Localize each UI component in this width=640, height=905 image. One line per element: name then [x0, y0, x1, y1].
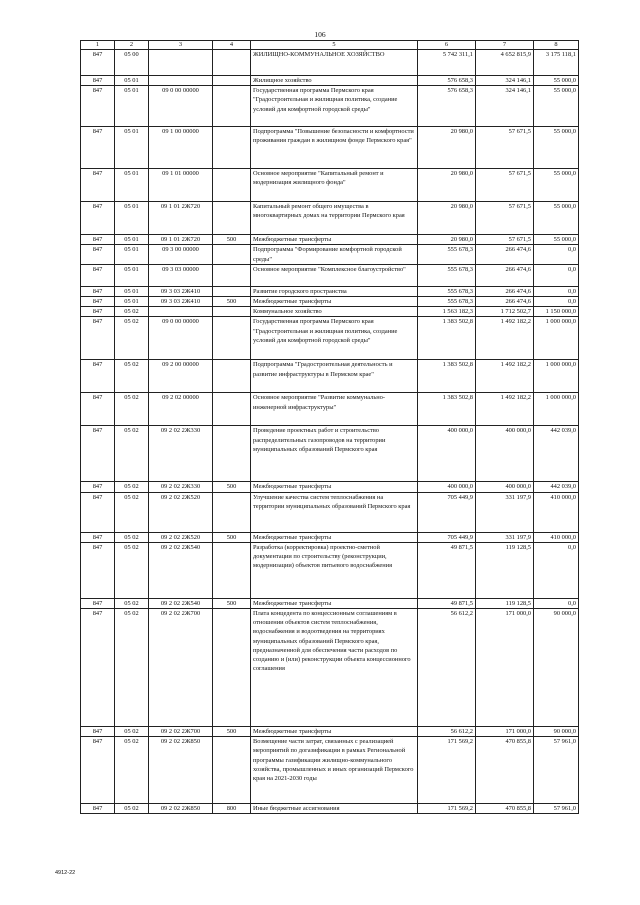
sum-2024-cell: 57 961,0	[534, 737, 579, 804]
sum-2022-cell: 56 612,2	[418, 727, 476, 737]
table-row	[81, 286, 579, 296]
type-cell	[213, 393, 251, 426]
section-cell: 05 02	[115, 737, 149, 804]
code-cell: 847	[81, 482, 115, 492]
target-cell: 09 1 01 2Ж720	[149, 202, 213, 235]
sum-2022-cell: 400 000,0	[418, 426, 476, 482]
column-header: 2	[115, 41, 149, 50]
sum-2022-cell: 555 678,3	[418, 264, 476, 286]
sum-2024-cell: 55 000,0	[534, 86, 579, 127]
code-cell: 847	[81, 286, 115, 296]
section-cell: 05 01	[115, 235, 149, 245]
section-cell: 05 02	[115, 360, 149, 393]
name-cell: Разработка (корректировка) проектно-сметной документации по строительству (реконструкции, модернизации) объектов питьевого водоснабжения	[251, 542, 418, 598]
sum-2024-cell: 0,0	[534, 297, 579, 307]
sum-2022-cell: 5 742 311,1	[418, 50, 476, 76]
name-cell: Подпрограмма "Повышение безопасности и комфортности проживания граждан в жилищном фонде Пермского края"	[251, 127, 418, 169]
name-cell: Капитальный ремонт общего имущества в многоквартирных домах на территории Пермского края	[251, 202, 418, 235]
table-row	[81, 202, 579, 235]
type-cell: 500	[213, 297, 251, 307]
page-number: 106	[314, 30, 326, 39]
code-cell: 847	[81, 202, 115, 235]
type-cell	[213, 86, 251, 127]
table-row	[81, 492, 579, 532]
type-cell	[213, 317, 251, 360]
section-cell: 05 01	[115, 169, 149, 202]
type-cell	[213, 169, 251, 202]
section-cell: 05 01	[115, 264, 149, 286]
sum-2022-cell: 576 658,3	[418, 76, 476, 86]
document-code: 4912-22	[55, 870, 76, 876]
table-row	[81, 532, 579, 542]
target-cell: 09 2 02 2Ж850	[149, 737, 213, 804]
section-cell: 05 02	[115, 609, 149, 727]
sum-2022-cell: 1 563 182,3	[418, 307, 476, 317]
target-cell: 09 1 00 00000	[149, 127, 213, 169]
target-cell	[149, 307, 213, 317]
code-cell: 847	[81, 727, 115, 737]
sum-2023-cell: 470 855,8	[476, 804, 534, 814]
type-cell: 500	[213, 235, 251, 245]
table-row	[81, 127, 579, 169]
target-cell: 09 2 02 2Ж700	[149, 609, 213, 727]
type-cell	[213, 286, 251, 296]
sum-2024-cell: 90 000,0	[534, 609, 579, 727]
name-cell: Возмещение части затрат, связанных с реализацией мероприятий по догазификации в рамках Региональной программы газификации жилищно-коммунального хозяйства, промышленных и иных организаций Пермского края на 2021-2030 годы	[251, 737, 418, 804]
sum-2023-cell: 400 000,0	[476, 426, 534, 482]
name-cell: Государственная программа Пермского края "Градостроительная и жилищная политика, создание условий для комфортной городской среды"	[251, 317, 418, 360]
table-row	[81, 307, 579, 317]
sum-2024-cell: 1 000 000,0	[534, 393, 579, 426]
sum-2024-cell: 1 000 000,0	[534, 317, 579, 360]
sum-2023-cell: 266 474,6	[476, 286, 534, 296]
column-header: 5	[251, 41, 418, 50]
type-cell	[213, 76, 251, 86]
section-cell: 05 01	[115, 86, 149, 127]
type-cell: 500	[213, 727, 251, 737]
target-cell: 09 2 00 00000	[149, 360, 213, 393]
code-cell: 847	[81, 542, 115, 598]
target-cell: 09 3 03 2Ж410	[149, 286, 213, 296]
target-cell: 09 2 02 2Ж540	[149, 598, 213, 608]
section-cell: 05 02	[115, 727, 149, 737]
sum-2022-cell: 171 569,2	[418, 737, 476, 804]
sum-2022-cell: 705 449,9	[418, 532, 476, 542]
sum-2023-cell: 324 146,1	[476, 86, 534, 127]
table-row	[81, 609, 579, 727]
sum-2023-cell: 470 855,8	[476, 737, 534, 804]
type-cell	[213, 50, 251, 76]
sum-2023-cell: 400 000,0	[476, 482, 534, 492]
name-cell: Государственная программа Пермского края "Градостроительная и жилищная политика, создание условий для комфортной городской среды"	[251, 86, 418, 127]
table-row	[81, 76, 579, 86]
table-row	[81, 50, 579, 76]
sum-2023-cell: 331 197,9	[476, 532, 534, 542]
table-row	[81, 264, 579, 286]
table-header-row	[81, 41, 579, 50]
type-cell	[213, 127, 251, 169]
sum-2022-cell: 1 383 502,8	[418, 360, 476, 393]
section-cell: 05 02	[115, 804, 149, 814]
section-cell: 05 02	[115, 317, 149, 360]
type-cell	[213, 245, 251, 264]
target-cell: 09 2 02 2Ж330	[149, 426, 213, 482]
sum-2023-cell: 1 492 182,2	[476, 393, 534, 426]
sum-2024-cell: 410 000,0	[534, 532, 579, 542]
code-cell: 847	[81, 426, 115, 482]
name-cell: Коммунальное хозяйство	[251, 307, 418, 317]
target-cell: 09 3 03 00000	[149, 264, 213, 286]
code-cell: 847	[81, 393, 115, 426]
sum-2022-cell: 49 871,5	[418, 542, 476, 598]
sum-2024-cell: 0,0	[534, 245, 579, 264]
target-cell: 09 3 00 00000	[149, 245, 213, 264]
name-cell: Плата концедента по концессионным соглашениям в отношении объектов систем теплоснабжения, водоснабжения и водоотведения на территориях муниципальных образований Пермского края, предназначенной для обеспечения части расходов по созданию и (или) реконструкции объекта концессионного соглашения	[251, 609, 418, 727]
target-cell: 09 2 02 2Ж850	[149, 804, 213, 814]
sum-2022-cell: 1 383 502,8	[418, 393, 476, 426]
section-cell: 05 02	[115, 532, 149, 542]
table-row	[81, 297, 579, 307]
sum-2022-cell: 20 980,0	[418, 202, 476, 235]
name-cell: Основное мероприятие "Капитальный ремонт и модернизация жилищного фонда"	[251, 169, 418, 202]
type-cell: 500	[213, 482, 251, 492]
table-row	[81, 235, 579, 245]
sum-2023-cell: 1 492 182,2	[476, 360, 534, 393]
name-cell: Основное мероприятие "Развитие коммунально-инженерной инфраструктуры"	[251, 393, 418, 426]
type-cell	[213, 202, 251, 235]
sum-2023-cell: 266 474,6	[476, 297, 534, 307]
type-cell	[213, 609, 251, 727]
table-row	[81, 169, 579, 202]
sum-2022-cell: 171 569,2	[418, 804, 476, 814]
code-cell: 847	[81, 492, 115, 532]
code-cell: 847	[81, 297, 115, 307]
budget-table	[80, 40, 579, 814]
sum-2024-cell: 55 000,0	[534, 76, 579, 86]
section-cell: 05 02	[115, 307, 149, 317]
code-cell: 847	[81, 245, 115, 264]
type-cell	[213, 307, 251, 317]
table-row	[81, 542, 579, 598]
code-cell: 847	[81, 50, 115, 76]
type-cell: 500	[213, 598, 251, 608]
table-row	[81, 804, 579, 814]
name-cell: ЖИЛИЩНО-КОММУНАЛЬНОЕ ХОЗЯЙСТВО	[251, 50, 418, 76]
target-cell: 09 2 02 2Ж540	[149, 542, 213, 598]
sum-2022-cell: 400 000,0	[418, 482, 476, 492]
code-cell: 847	[81, 86, 115, 127]
sum-2024-cell: 1 000 000,0	[534, 360, 579, 393]
sum-2024-cell: 410 000,0	[534, 492, 579, 532]
type-cell: 500	[213, 532, 251, 542]
sum-2023-cell: 171 000,0	[476, 609, 534, 727]
name-cell: Основное мероприятие "Комплексное благоустройство"	[251, 264, 418, 286]
column-header: 3	[149, 41, 213, 50]
sum-2024-cell: 0,0	[534, 286, 579, 296]
section-cell: 05 02	[115, 482, 149, 492]
section-cell: 05 02	[115, 542, 149, 598]
code-cell: 847	[81, 532, 115, 542]
section-cell: 05 01	[115, 127, 149, 169]
column-header: 8	[534, 41, 579, 50]
name-cell: Иные бюджетные ассигнования	[251, 804, 418, 814]
type-cell	[213, 264, 251, 286]
sum-2023-cell: 266 474,6	[476, 264, 534, 286]
section-cell: 05 01	[115, 202, 149, 235]
sum-2024-cell: 3 175 118,1	[534, 50, 579, 76]
table-row	[81, 393, 579, 426]
sum-2022-cell: 20 980,0	[418, 127, 476, 169]
sum-2024-cell: 55 000,0	[534, 202, 579, 235]
target-cell	[149, 50, 213, 76]
section-cell: 05 02	[115, 426, 149, 482]
code-cell: 847	[81, 169, 115, 202]
target-cell: 09 2 02 2Ж520	[149, 532, 213, 542]
name-cell: Проведение проектных работ и строительство распределительных газопроводов на территории муниципальных образований Пермского края	[251, 426, 418, 482]
sum-2023-cell: 119 128,5	[476, 598, 534, 608]
target-cell: 09 0 00 00000	[149, 317, 213, 360]
sum-2023-cell: 57 671,5	[476, 202, 534, 235]
target-cell	[149, 76, 213, 86]
target-cell: 09 0 00 00000	[149, 86, 213, 127]
sum-2024-cell: 55 000,0	[534, 127, 579, 169]
sum-2022-cell: 555 678,3	[418, 297, 476, 307]
code-cell: 847	[81, 360, 115, 393]
sum-2023-cell: 119 128,5	[476, 542, 534, 598]
section-cell: 05 01	[115, 76, 149, 86]
sum-2024-cell: 1 150 000,0	[534, 307, 579, 317]
code-cell: 847	[81, 307, 115, 317]
target-cell: 09 1 01 00000	[149, 169, 213, 202]
section-cell: 05 01	[115, 245, 149, 264]
type-cell	[213, 360, 251, 393]
section-cell: 05 02	[115, 393, 149, 426]
sum-2023-cell: 1 712 502,7	[476, 307, 534, 317]
table-row	[81, 317, 579, 360]
name-cell: Улучшение качества систем теплоснабжения на территории муниципальных образований Пермского края	[251, 492, 418, 532]
name-cell: Жилищное хозяйство	[251, 76, 418, 86]
type-cell	[213, 426, 251, 482]
target-cell: 09 2 02 2Ж520	[149, 492, 213, 532]
code-cell: 847	[81, 737, 115, 804]
table-row	[81, 727, 579, 737]
target-cell: 09 2 02 2Ж330	[149, 482, 213, 492]
table-row	[81, 598, 579, 608]
sum-2023-cell: 331 197,9	[476, 492, 534, 532]
sum-2022-cell: 555 678,3	[418, 245, 476, 264]
sum-2023-cell: 266 474,6	[476, 245, 534, 264]
section-cell: 05 02	[115, 598, 149, 608]
sum-2024-cell: 57 961,0	[534, 804, 579, 814]
sum-2023-cell: 324 146,1	[476, 76, 534, 86]
name-cell: Развитие городского пространства	[251, 286, 418, 296]
table-row	[81, 426, 579, 482]
sum-2023-cell: 57 671,5	[476, 235, 534, 245]
section-cell: 05 02	[115, 492, 149, 532]
sum-2024-cell: 0,0	[534, 542, 579, 598]
target-cell: 09 3 03 2Ж410	[149, 297, 213, 307]
code-cell: 847	[81, 235, 115, 245]
name-cell: Межбюджетные трансферты	[251, 482, 418, 492]
table-row	[81, 86, 579, 127]
sum-2024-cell: 442 039,0	[534, 426, 579, 482]
type-cell	[213, 542, 251, 598]
sum-2023-cell: 1 492 182,2	[476, 317, 534, 360]
sum-2023-cell: 57 671,5	[476, 127, 534, 169]
column-header: 4	[213, 41, 251, 50]
sum-2022-cell: 20 980,0	[418, 169, 476, 202]
column-header: 6	[418, 41, 476, 50]
code-cell: 847	[81, 609, 115, 727]
sum-2022-cell: 20 980,0	[418, 235, 476, 245]
sum-2022-cell: 1 383 502,8	[418, 317, 476, 360]
target-cell: 09 2 02 2Ж700	[149, 727, 213, 737]
name-cell: Межбюджетные трансферты	[251, 727, 418, 737]
sum-2022-cell: 49 871,5	[418, 598, 476, 608]
section-cell: 05 01	[115, 297, 149, 307]
target-cell: 09 1 01 2Ж720	[149, 235, 213, 245]
name-cell: Межбюджетные трансферты	[251, 598, 418, 608]
name-cell: Межбюджетные трансферты	[251, 297, 418, 307]
sum-2024-cell: 55 000,0	[534, 169, 579, 202]
table-row	[81, 245, 579, 264]
target-cell: 09 2 02 00000	[149, 393, 213, 426]
sum-2022-cell: 705 449,9	[418, 492, 476, 532]
table-row	[81, 737, 579, 804]
code-cell: 847	[81, 598, 115, 608]
table-row	[81, 360, 579, 393]
column-header: 7	[476, 41, 534, 50]
section-cell: 05 01	[115, 286, 149, 296]
code-cell: 847	[81, 127, 115, 169]
sum-2024-cell: 0,0	[534, 264, 579, 286]
name-cell: Межбюджетные трансферты	[251, 532, 418, 542]
section-cell: 05 00	[115, 50, 149, 76]
code-cell: 847	[81, 804, 115, 814]
type-cell	[213, 492, 251, 532]
code-cell: 847	[81, 264, 115, 286]
name-cell: Подпрограмма "Формирование комфортной городской среды"	[251, 245, 418, 264]
sum-2024-cell: 90 000,0	[534, 727, 579, 737]
sum-2024-cell: 442 039,0	[534, 482, 579, 492]
code-cell: 847	[81, 76, 115, 86]
table-row	[81, 482, 579, 492]
sum-2024-cell: 0,0	[534, 598, 579, 608]
sum-2022-cell: 576 658,3	[418, 86, 476, 127]
sum-2023-cell: 57 671,5	[476, 169, 534, 202]
sum-2024-cell: 55 000,0	[534, 235, 579, 245]
type-cell	[213, 737, 251, 804]
code-cell: 847	[81, 317, 115, 360]
name-cell: Подпрограмма "Градостроительная деятельность и развитие инфраструктуры в Пермском крае"	[251, 360, 418, 393]
sum-2023-cell: 171 000,0	[476, 727, 534, 737]
sum-2022-cell: 555 678,3	[418, 286, 476, 296]
sum-2022-cell: 56 612,2	[418, 609, 476, 727]
sum-2023-cell: 4 652 815,9	[476, 50, 534, 76]
type-cell: 800	[213, 804, 251, 814]
name-cell: Межбюджетные трансферты	[251, 235, 418, 245]
column-header: 1	[81, 41, 115, 50]
